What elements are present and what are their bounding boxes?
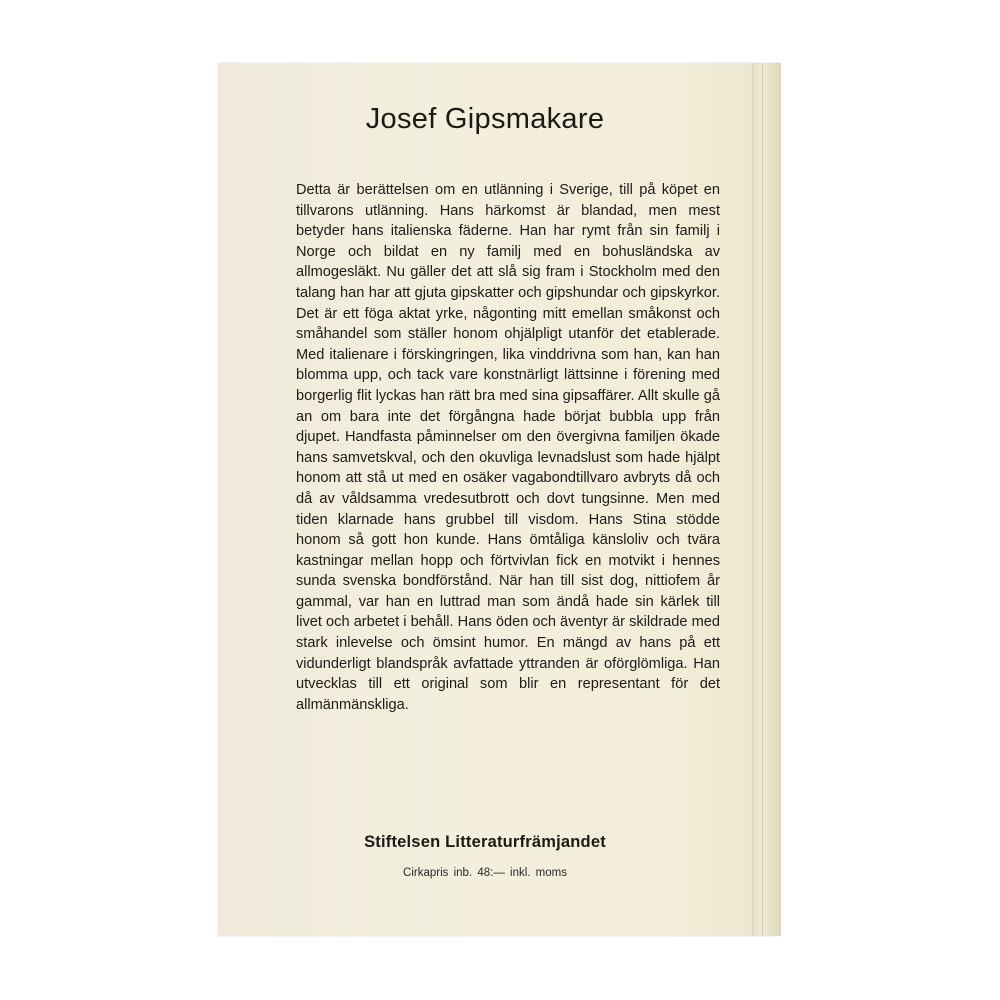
book-title: Josef Gipsmakare <box>365 103 605 135</box>
blurb-text <box>296 180 720 715</box>
spine-fold-line <box>762 63 763 936</box>
publisher-name: Stiftelsen Litteraturfrämjandet <box>364 833 606 851</box>
price-line: Cirkapris inb. 48:— inkl. moms <box>403 867 567 879</box>
book-spine-edge <box>752 63 781 936</box>
blurb-paragraph: Detta är berättelsen om en utlänning i Sverige, till på köpet en tillvarons utlänning. Hans härkomst är blandad, men mest betyder hans italienska fäderne. Han har rymt från sin familj i Norge och bildat en ny familj med en bohusländska av allmogesläkt. Nu gäller det att slå sig fram i Stockholm med den talang han har att gjuta gipskatter och gipshundar och gipskyrkor. Det är ett föga aktat yrke, någonting mitt emellan småkonst och småhandel som ställer honom ohjälpligt utanför det etablerade. Med italienare i förskingringen, lika vinddrivna som han, kan han blomma upp, och tack vare konstnärligt lättsinne i förening med borgerlig flit lyckas han rätt bra med sina gipsaffärer. Allt skulle gå an om bara inte det förgångna hade börjat bubbla upp från djupet. Handfasta påminnelser om den övergivna familjen ökade hans samvetskval, och den okuvliga levnadslust som hade hjälpt honom att stå ut med en osäker vagabondtillvaro avbryts då och då av våldsamma vredesutbrott och dovt tungsinne. Men med tiden klarnade hans grubbel till visdom. Hans Stina stödde honom så gott hon kunde. Hans ömtåliga känsloliv och tvära kastningar mellan hopp och förtvivlan fick en motvikt i hennes sunda svenska bondförstånd. När han till sist dog, nittiofem år gammal, var han en luttrad man som ändå hade sin kärlek till livet och arbetet i behåll. Hans öden och äventyr är skildrade med stark inlevelse och ömsint humor. En mängd av hans på ett vidunderligt blandspråk avfattade yttranden är oförglömliga. Han utvecklas till ett original som blir en representant för det allmänmänskliga. <box>296 182 720 713</box>
